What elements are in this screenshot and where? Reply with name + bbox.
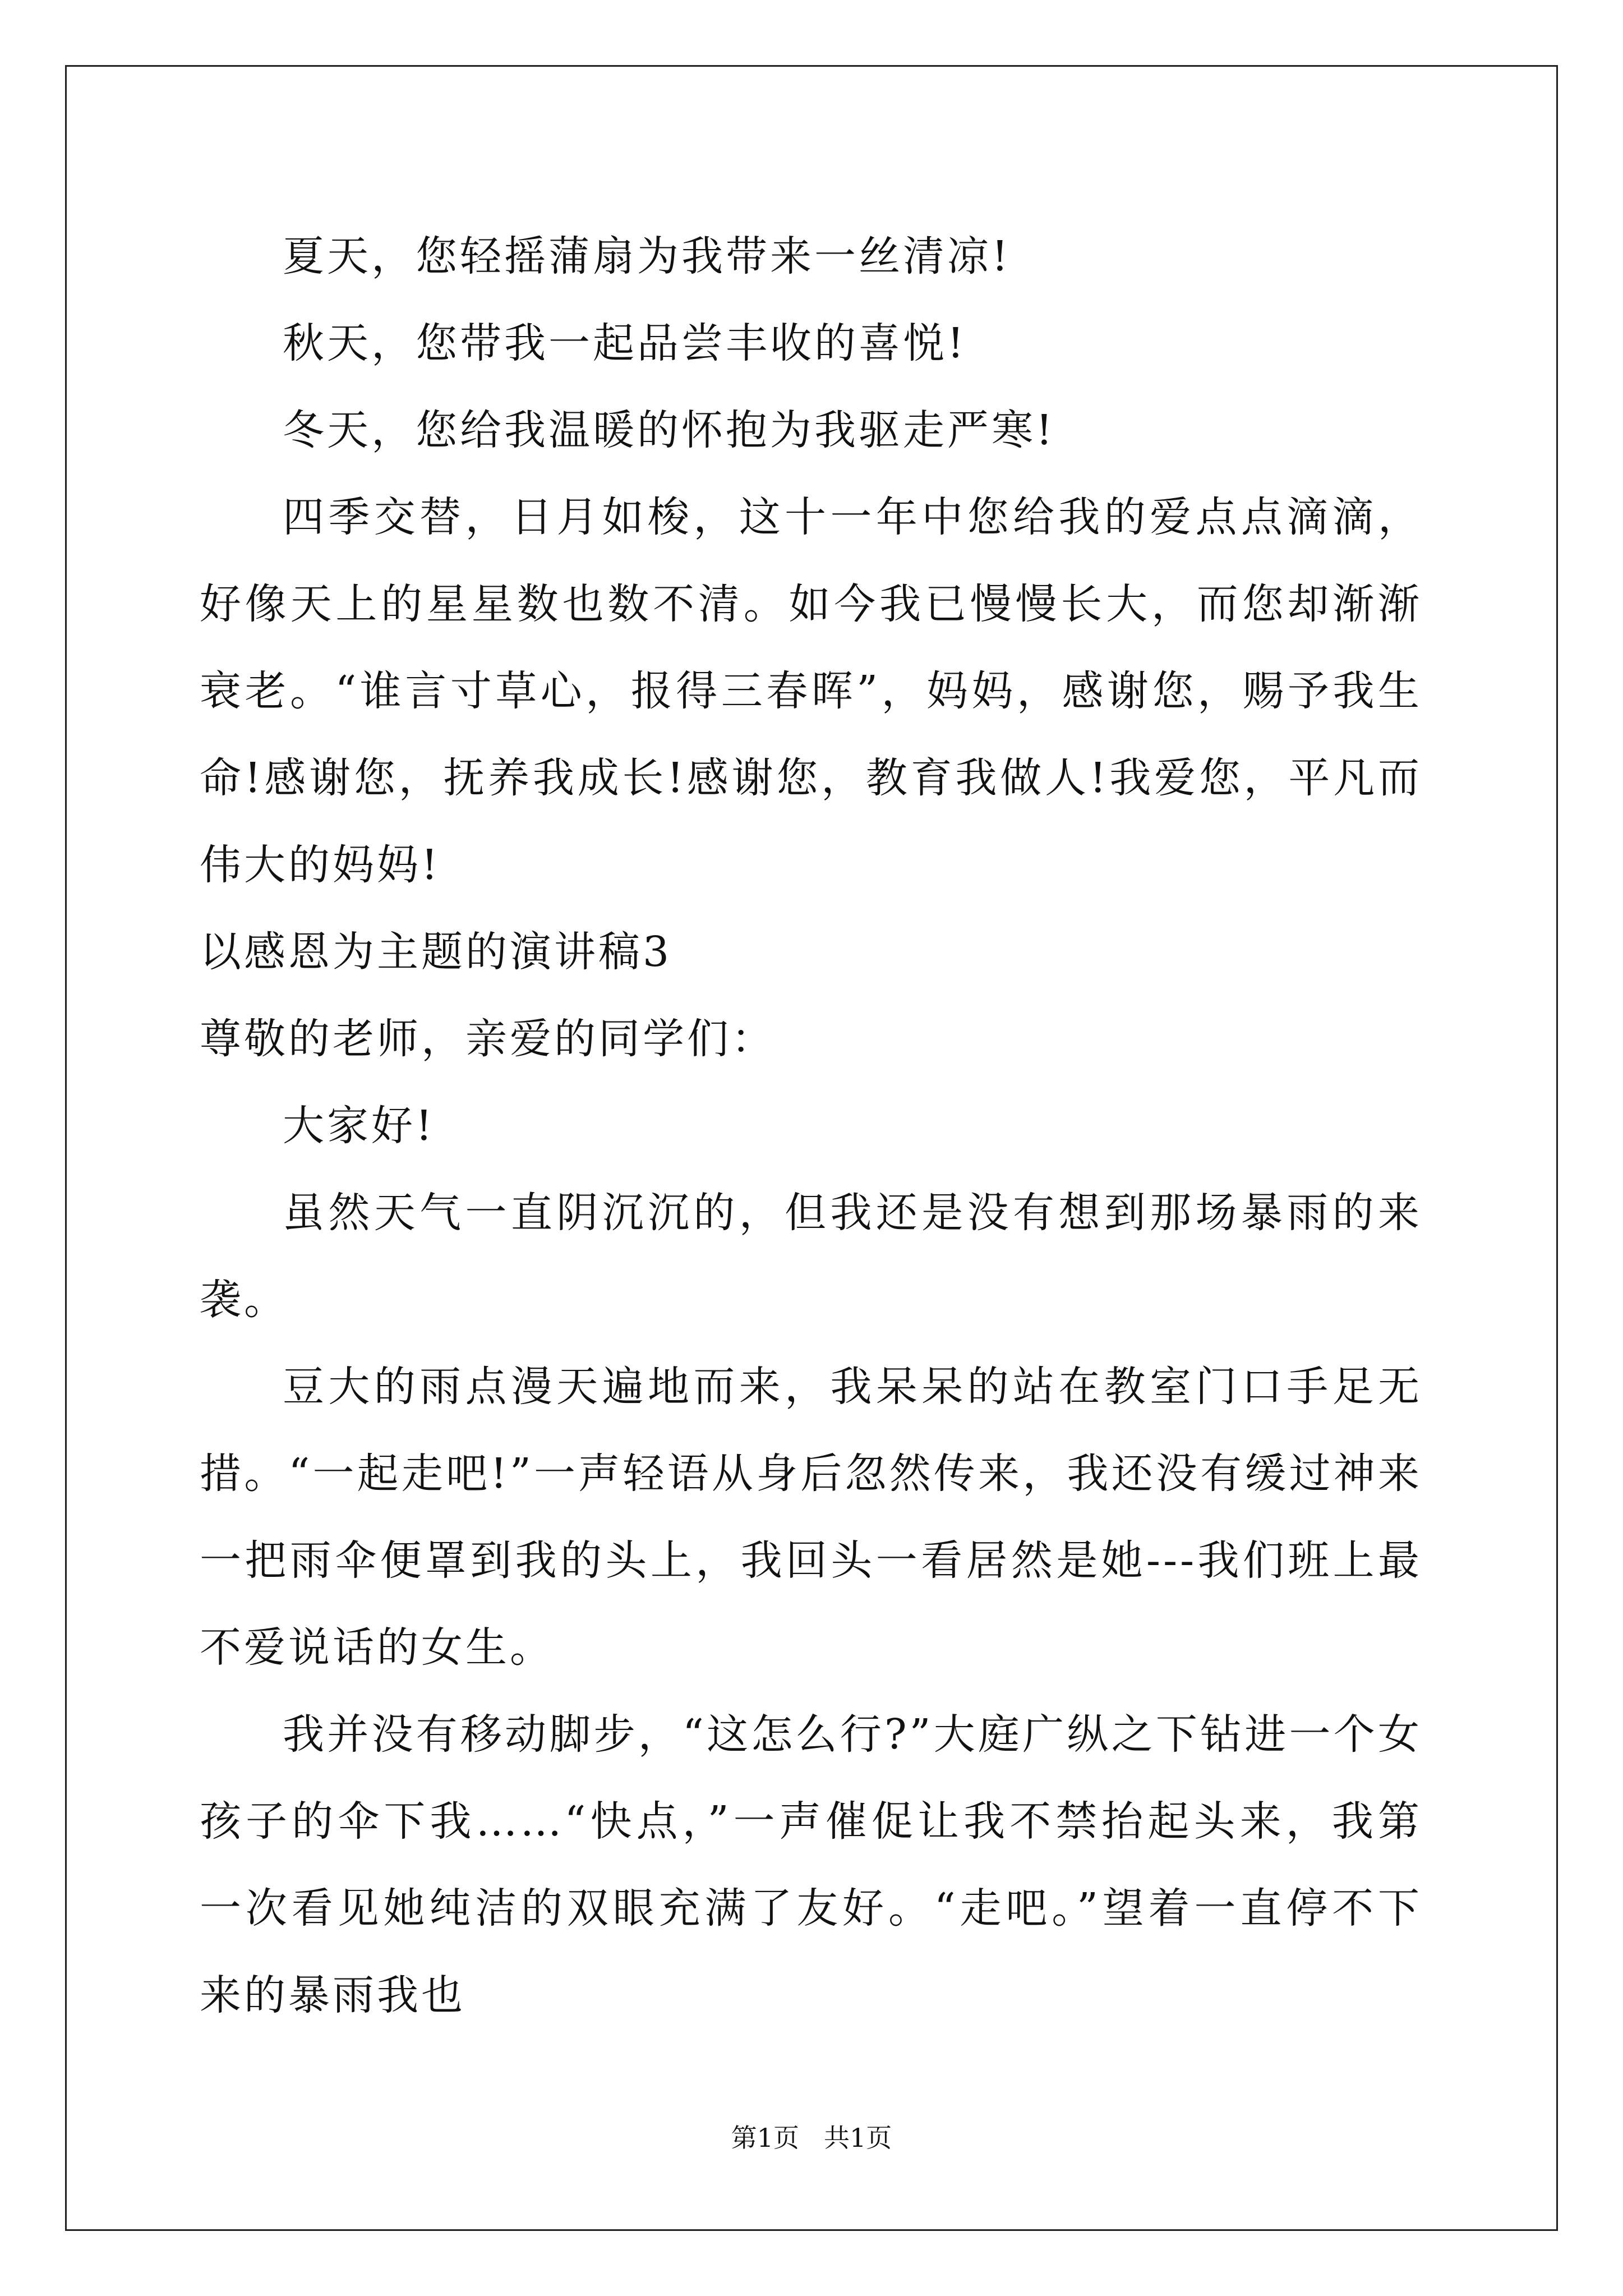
paragraph-umbrella: 我并没有移动脚步，“这怎么行?”大庭广纵之下钻进一个女孩子的伞下我……“快点，”一声催促让我不禁抬起头来，我第一次看见她纯洁的双眼充满了友好。“走吧。”望着一直停不下来的暴雨我也 bbox=[200, 1710, 1422, 2019]
paragraph-rain: 豆大的雨点漫天遍地而来，我呆呆的站在教室门口手足无措。“一起走吧!”一声轻语从身后忽然传来，我还没有缓过神来一把雨伞便罩到我的头上，我回头一看居然是她---我们班上最不爱说话的女生。 bbox=[200, 1363, 1422, 1672]
page-total: 共1页 bbox=[824, 2123, 892, 2153]
section-title: 以感恩为主题的演讲稿3 bbox=[200, 928, 672, 976]
page-footer bbox=[0, 2118, 1623, 2155]
paragraph-weather: 虽然天气一直阴沉沉的，但我还是没有想到那场暴雨的来袭。 bbox=[200, 1189, 1422, 1324]
salutation: 尊敬的老师，亲爱的同学们： bbox=[200, 1015, 776, 1063]
paragraph-autumn: 秋天，您带我一起品尝丰收的喜悦! bbox=[283, 319, 967, 367]
paragraph-summer: 夏天，您轻摇蒲扇为我带来一丝清凉! bbox=[283, 232, 1011, 280]
paragraph-four-seasons: 四季交替，日月如梭，这十一年中您给我的爱点点滴滴，好像天上的星星数也数不清。如今我已慢慢长大，而您却渐渐衰老。“谁言寸草心，报得三春晖”，妈妈，感谢您，赐予我生命!感谢您，抚养我成长!感谢您，教育我做人!我爱您，平凡而伟大的妈妈! bbox=[200, 493, 1422, 889]
page-number: 第1页 bbox=[731, 2123, 799, 2153]
paragraph-winter: 冬天，您给我温暖的怀抱为我驱走严寒! bbox=[283, 406, 1055, 454]
greeting: 大家好! bbox=[283, 1102, 435, 1150]
document-body bbox=[200, 213, 1422, 2039]
